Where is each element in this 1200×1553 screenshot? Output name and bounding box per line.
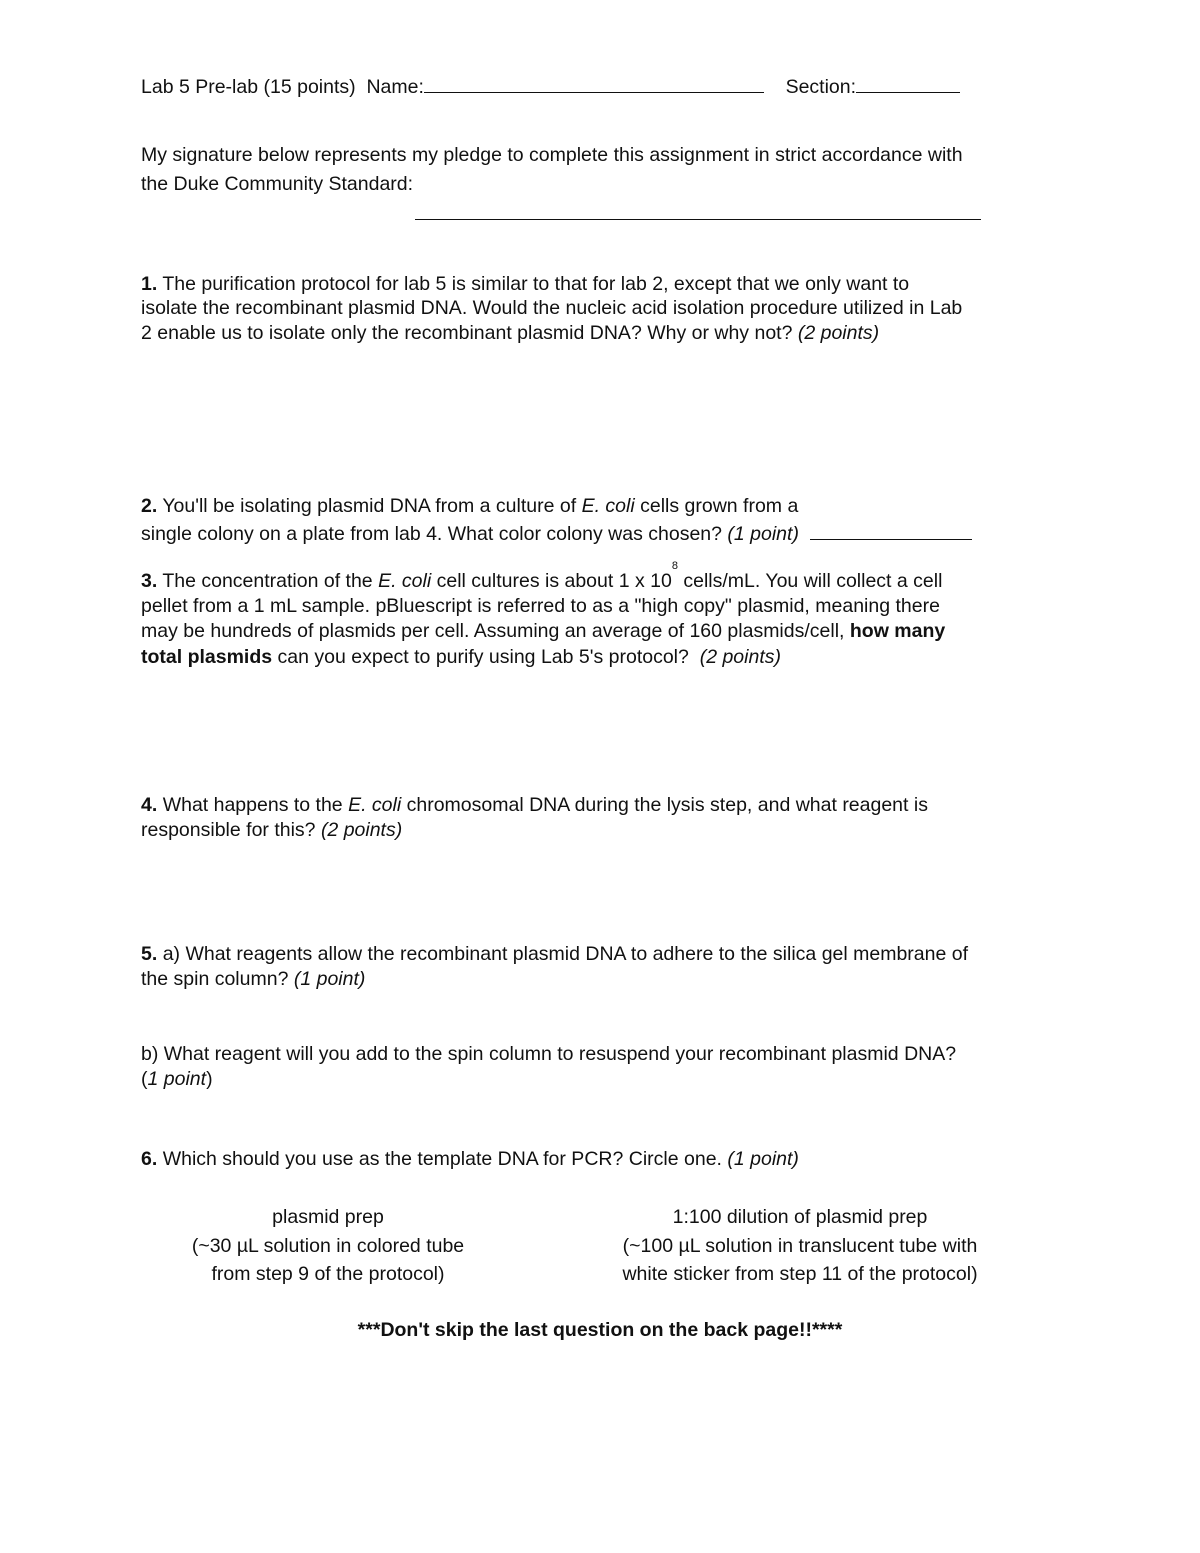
q6-option-left[interactable] (146, 1203, 510, 1289)
q4-number: 4. (141, 794, 158, 816)
q5a-text-1: a) What reagents allow the recombinant plasmid DNA to adhere to the silica gel membrane of (162, 943, 969, 965)
q5a-points: (1 point) (293, 968, 366, 990)
q3-line-2: pellet from a 1 mL sample. pBluescript is referred to as a "high copy" plasmid, meaning there (141, 595, 940, 617)
q3-text-4b: can you expect to purify using Lab 5's protocol? (277, 646, 689, 668)
q6-option-right[interactable] (575, 1203, 1025, 1289)
q3-line-1 (141, 560, 943, 594)
q4-text-2: responsible for this? (141, 819, 316, 841)
q5-number: 5. (141, 943, 158, 965)
q5a-text-2: the spin column? (141, 968, 289, 990)
q3-bold-4a: total plasmids (141, 646, 273, 668)
q2-number: 2. (141, 495, 158, 517)
q3-bold-3b: how many (849, 620, 946, 642)
q3-ecoli: E. coli (378, 570, 432, 592)
q1-text-1: The purification protocol for lab 5 is similar to that for lab 2, except that we only want to (162, 273, 910, 295)
q5b-line-2 (141, 1067, 213, 1092)
q4-line-1 (141, 793, 928, 818)
q1-text-3: 2 enable us to isolate only the recombinant plasmid DNA? Why or why not? (141, 322, 793, 344)
q3-points: (2 points) (699, 646, 781, 668)
q4-text-1b: chromosomal DNA during the lysis step, and what reagent is (406, 794, 928, 816)
q6-left-line-1: plasmid prep (272, 1206, 384, 1228)
q3-exponent: 8 (671, 560, 678, 572)
signature-line[interactable] (415, 219, 981, 220)
q6-right-line-3: white sticker from step 11 of the protocol) (622, 1263, 978, 1285)
q2-line-1 (141, 494, 798, 519)
q3-line-4 (141, 645, 781, 670)
q5b-points: 1 point (147, 1068, 207, 1090)
q2-text-1b: cells grown from a (640, 495, 799, 517)
q6-right-line-1: 1:100 dilution of plasmid prep (672, 1206, 928, 1228)
q4-line-2 (141, 818, 402, 843)
q3-text-1a: The concentration of the (162, 570, 373, 592)
section-field[interactable] (856, 72, 960, 93)
q2-line-2 (141, 519, 972, 547)
footer-note: ***Don't skip the last question on the back page!!**** (357, 1319, 843, 1341)
q6-left-line-2: (~30 µL solution in colored tube (191, 1234, 465, 1257)
q2-ecoli: E. coli (581, 495, 635, 517)
q1-points: (2 points) (797, 322, 880, 344)
q6-number: 6. (141, 1148, 158, 1170)
page-title: Lab 5 Pre-lab (15 points) (141, 76, 356, 98)
q2-text-1a: You'll be isolating plasmid DNA from a culture of (162, 495, 577, 517)
q5b-close-paren: ) (206, 1068, 213, 1090)
q6-line-1 (141, 1147, 799, 1172)
q1-line-2: isolate the recombinant plasmid DNA. Would the nucleic acid isolation procedure utilized in Lab (141, 297, 963, 319)
q1-line-1 (141, 272, 909, 297)
q6-right-line-2: (~100 µL solution in translucent tube with (622, 1234, 978, 1257)
q3-text-1c: cells/mL. You will collect a cell (683, 570, 943, 592)
name-field[interactable] (424, 72, 764, 93)
q2-points: (1 point) (727, 523, 799, 545)
q5b-line-1: b) What reagent will you add to the spin column to resuspend your recombinant plasmid DNA? (141, 1043, 957, 1065)
q6-points: (1 point) (727, 1148, 799, 1170)
q6-left-line-3: from step 9 of the protocol) (211, 1263, 445, 1285)
name-label: Name: (366, 76, 424, 98)
q2-answer-field[interactable] (810, 519, 972, 540)
q4-points: (2 points) (320, 819, 403, 841)
q5b-open-paren: ( (141, 1068, 148, 1090)
q4-ecoli: E. coli (348, 794, 402, 816)
pledge-line-2: the Duke Community Standard: (141, 173, 414, 195)
q3-line-3 (141, 619, 945, 644)
q1-number: 1. (141, 273, 158, 295)
q4-text-1a: What happens to the (162, 794, 343, 816)
q6-text: Which should you use as the template DNA for PCR? Circle one. (162, 1148, 722, 1170)
q5a-line-1 (141, 942, 968, 967)
header-line (141, 72, 960, 100)
q3-text-3a: may be hundreds of plasmids per cell. Assuming an average of 160 plasmids/cell, (141, 620, 845, 642)
q1-line-3 (141, 321, 879, 346)
q5a-line-2 (141, 967, 365, 992)
q3-text-1b: cell cultures is about 1 x 10 (436, 570, 672, 592)
section-label: Section: (785, 76, 857, 98)
q2-text-2: single colony on a plate from lab 4. What color colony was chosen? (141, 523, 722, 545)
pledge-line-1: My signature below represents my pledge to complete this assignment in strict accordance with (141, 144, 963, 166)
q3-number: 3. (141, 570, 158, 592)
